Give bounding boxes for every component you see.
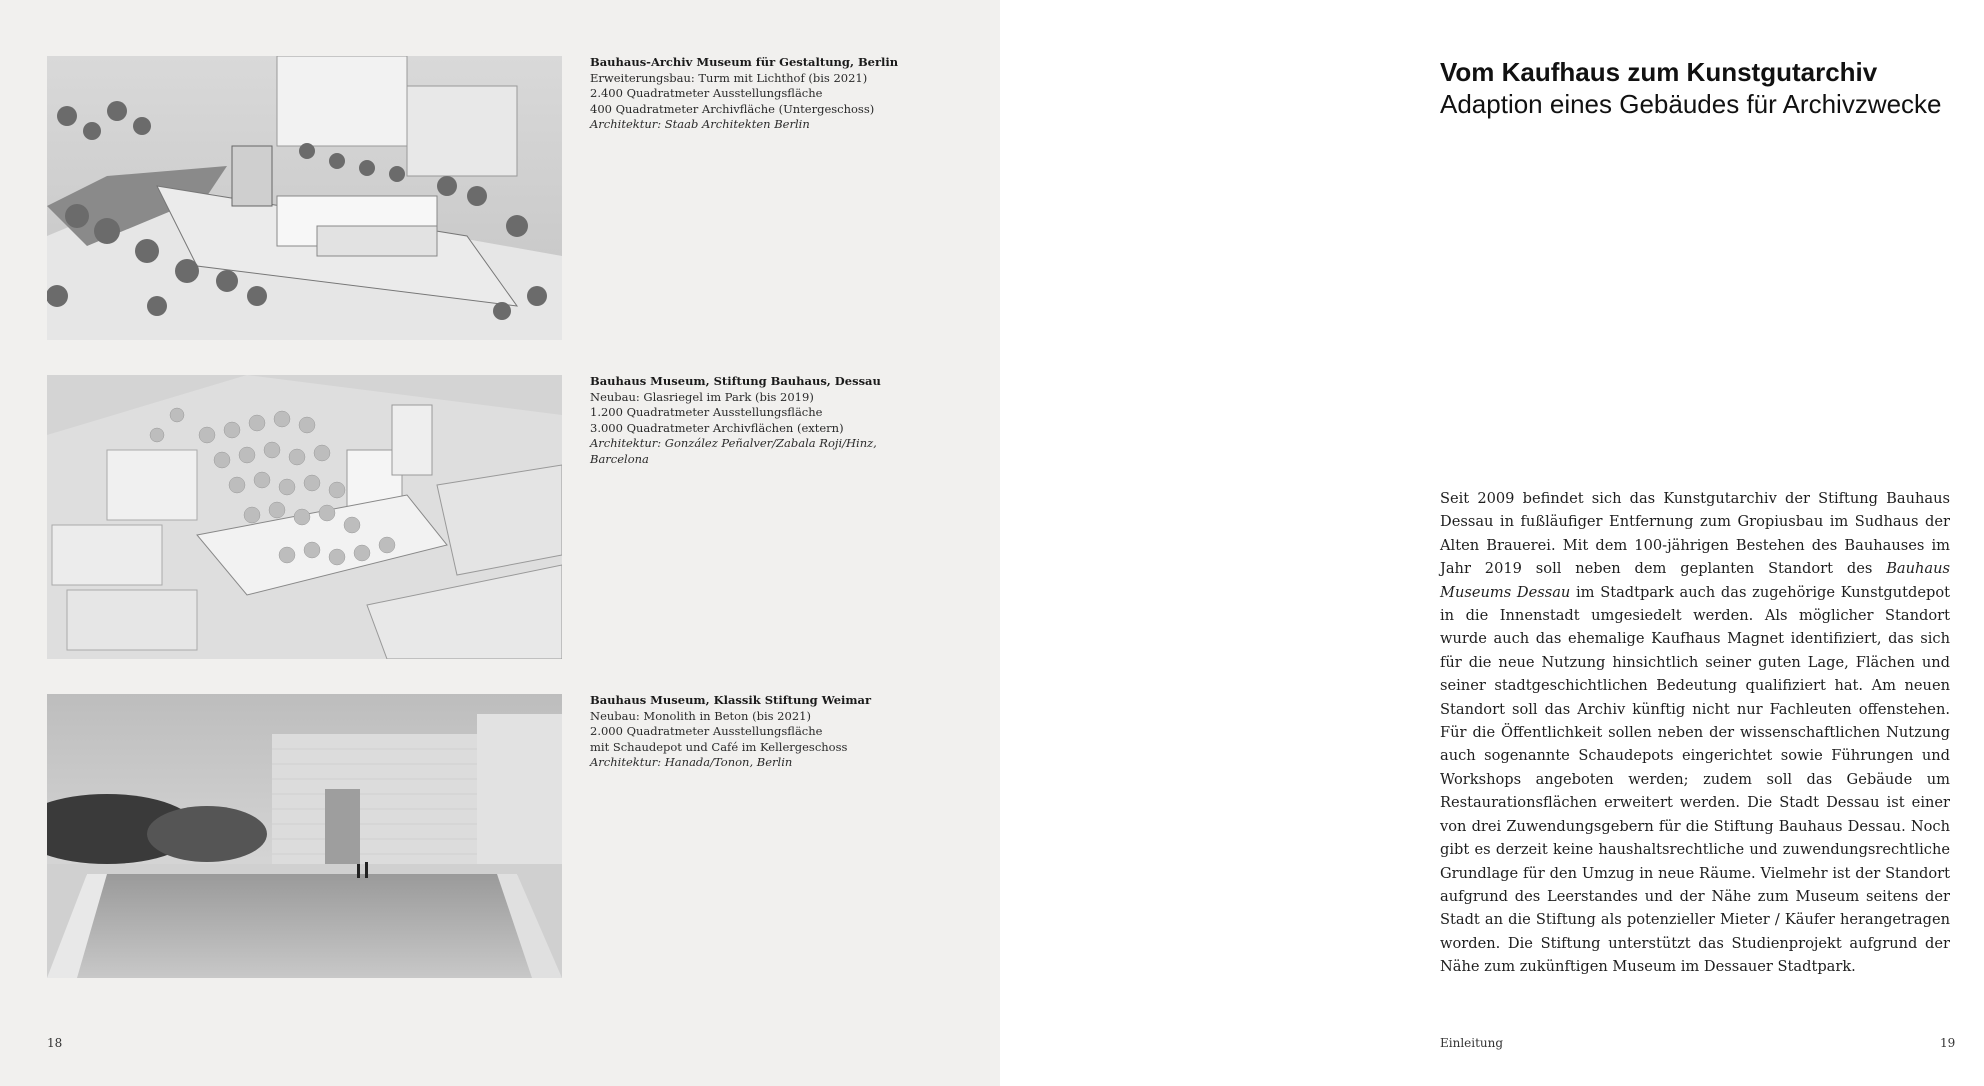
photo-bauhaus-museum-dessau (47, 375, 562, 659)
body-paragraph (1440, 487, 1950, 979)
photo-bauhaus-archiv-berlin (47, 56, 562, 340)
caption-architect: Architektur: Hanada/Tonon, Berlin (590, 755, 793, 769)
caption-bauhaus-archiv-berlin (590, 55, 910, 133)
caption-line: 2.000 Quadratmeter Ausstellungsfläche (590, 724, 823, 738)
caption-bauhaus-museum-dessau (590, 374, 910, 467)
photo-bauhaus-museum-weimar (47, 694, 562, 978)
page-subtitle: Adaption eines Gebäudes für Archivzwecke (1440, 89, 1942, 119)
page-number-left: 18 (47, 1036, 63, 1050)
body-text-part: Seit 2009 befindet sich das Kunstgutarchiv der Stiftung Bauhaus Dessau in fußläufiger Entfernung zum Gropiusbau im Sudhaus der Alten Brauerei. Mit dem 100-jährigen Bestehen des Bauhauses im Jahr 2019 soll neben dem geplanten Standort des (1440, 490, 1950, 578)
body-text-part: im Stadtpark auch das zugehörige Kunstgutdepot in die Innenstadt umgesiedelt werden. Als möglicher Standort wurde auch das ehemalige Kaufhaus Magnet identifiziert, das sich für die neue Nutzung hinsichtlich seiner guten Lage, Flächen und seiner stadtgeschichtlichen Bedeutung qualifiziert hat. Am neuen Standort soll das Archiv künftig nicht nur Fachleuten offenstehen. Für die Öffentlichkeit sollen neben der wissenschaftlichen Nutzung auch sogenannte Schaudepots eingerichtet sowie Führungen und Workshops angeboten werden; zudem soll das Gebäude um Restaurationsflächen erweitert werden. Die Stadt Dessau ist einer von drei Zuwendungsgebern für die Stiftung Bauhaus Dessau. Noch gibt es derzeit keine haushaltsrechtliche und zuwendungsrechtliche Grundlage für den Umzug in neue Räume. Vielmehr ist der Standort aufgrund des Leerstandes und der Nähe zum Museum seitens der Stadt an die Stiftung als potenzieller Mieter / Käufer herangetragen worden. Die Stiftung unterstützt das Studienprojekt aufgrund der Nähe zum zukünftigen Museum im Dessauer Stadtpark. (1440, 583, 1951, 976)
caption-line: 2.400 Quadratmeter Ausstellungsfläche (590, 86, 823, 100)
caption-line: 400 Quadratmeter Archivfläche (Untergeschoss) (590, 101, 875, 116)
caption-line: Neubau: Monolith in Beton (bis 2021) (590, 708, 811, 723)
caption-bauhaus-museum-weimar (590, 693, 910, 771)
caption-line: Erweiterungsbau: Turm mit Lichthof (bis 2021) (590, 70, 868, 85)
caption-title: Bauhaus Museum, Klassik Stiftung Weimar (590, 693, 872, 707)
body-text-emphasis: Bauhaus Museums Dessau (1440, 560, 1950, 601)
caption-architect-city: Barcelona (590, 451, 649, 466)
caption-line: 3.000 Quadratmeter Archivflächen (extern) (590, 420, 844, 435)
caption-architect: Architektur: Staab Architekten Berlin (590, 117, 810, 131)
caption-line: 1.200 Quadratmeter Ausstellungsfläche (590, 405, 823, 419)
page-number-right: 19 (1940, 1036, 1956, 1050)
caption-architect: Architektur: González Peñalver/Zabala Roji/Hinz, (590, 436, 877, 450)
caption-title: Bauhaus Museum, Stiftung Bauhaus, Dessau (590, 374, 881, 388)
caption-line: mit Schaudepot und Café im Kellergeschoss (590, 739, 848, 754)
caption-line: Neubau: Glasriegel im Park (bis 2019) (590, 389, 814, 404)
page-title: Vom Kaufhaus zum Kunstgutarchiv (1440, 57, 1878, 87)
chapter-heading (1440, 56, 1960, 120)
running-footer-section: Einleitung (1440, 1036, 1504, 1050)
caption-title: Bauhaus-Archiv Museum für Gestaltung, Berlin (590, 55, 899, 69)
